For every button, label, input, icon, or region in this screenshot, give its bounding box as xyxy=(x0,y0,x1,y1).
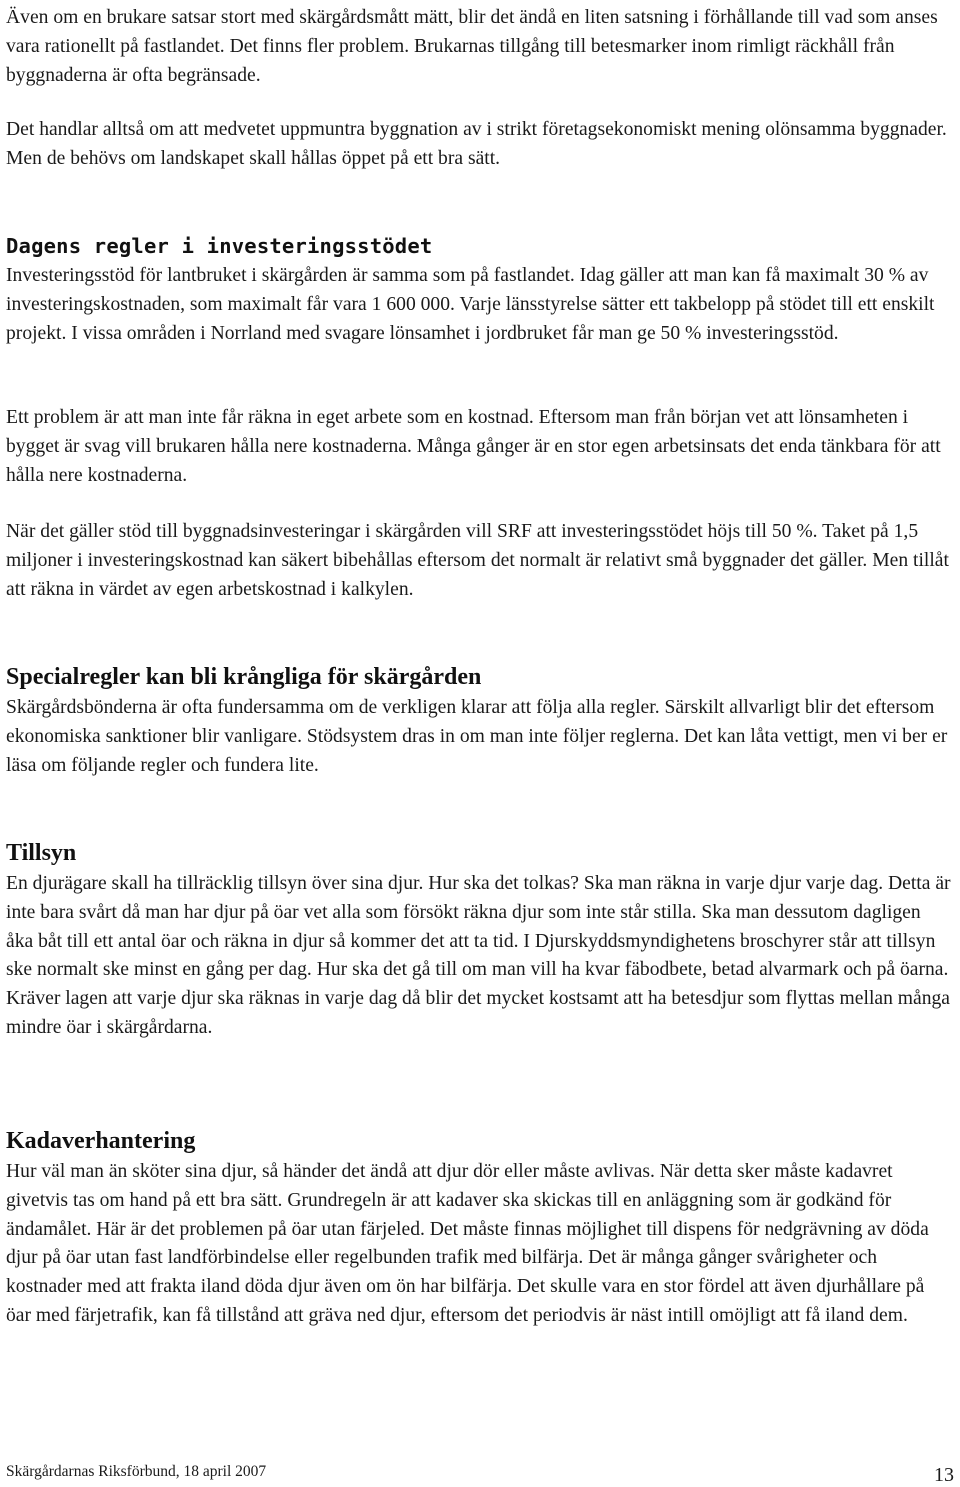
footer-source: Skärgårdarnas Riksförbund, 18 april 2007 xyxy=(6,1463,267,1480)
heading-dagens-regler: Dagens regler i investeringsstödet xyxy=(6,234,433,258)
heading-kadaverhantering: Kadaverhantering xyxy=(6,1128,196,1154)
page-number: 13 xyxy=(934,1464,954,1486)
paragraph-skargardsbonder: Skärgårdsbönderna är ofta fundersamma om de verkligen klarar att följa alla regler. Särskilt allvarligt blir det eftersom ekonomiska sanktioner blir vanligare. Stödsystem dras in om man inte följer reglerna. Det kan låta vettigt, men vi ber er läsa om följande regler och fundera lite. xyxy=(6,697,948,776)
heading-specialregler: Specialregler kan bli krångliga för skärgården xyxy=(6,664,482,690)
paragraph-intro: Även om en brukare satsar stort med skärgårdsmått mätt, blir det ändå en liten satsning i förhållande till vad som anses vara rationellt på fastlandet. Det finns fler problem. Brukarnas tillgång till betesmarker inom rimligt räckhåll från byggnaderna är ofta begränsade. xyxy=(6,7,938,86)
paragraph-kadaverhantering: Hur väl man än sköter sina djur, så händer det ändå att djur dör eller måste avlivas. När detta sker måste kadavret givetvis tas om hand på ett bra sätt. Grundregeln är att kadaver ska skickas till en anläggning som är godkänd för ändamålet. Här är det problemen på öar utan färjeled. Det måste finnas möjlighet till dispens för nedgrävning av döda djur på öar utan fast landförbindelse eller regelbunden trafik med bilfärja. Det är många gånger svårigheter och kostnader med att frakta iland döda djur även om ön har bilfärja. Det skulle vara en stor fördel att även djurhållare på öar med färjetrafik, kan få tillstånd att gräva ned djur, eftersom det periodvis är näst intill omöjligt att få iland dem. xyxy=(6,1161,929,1326)
paragraph-srf-forslag: När det gäller stöd till byggnadsinvesteringar i skärgården vill SRF att investeringsstödet höjs till 50 %. Taket på 1,5 miljoner i investeringskostnad kan säkert bibehållas eftersom det normalt är relativt små byggnader det gäller. Men tillåt att räkna in värdet av egen arbetskostnad i kalkylen. xyxy=(6,521,949,600)
heading-tillsyn: Tillsyn xyxy=(6,840,77,866)
paragraph-eget-arbete: Ett problem är att man inte får räkna in eget arbete som en kostnad. Eftersom man från början vet att lönsamheten i bygget är svag vill brukaren hålla nere kostnaderna. Många gånger är en stor egen arbetsinsats det enda tänkbara för att hålla nere kostnaderna. xyxy=(6,407,941,486)
paragraph-tillsyn: En djurägare skall ha tillräcklig tillsyn över sina djur. Hur ska det tolkas? Ska man räkna in varje djur varje dag. Detta är inte bara svårt då man har djur på öar vet alla som försökt räkna djur som inte står stilla. Ska man dessutom dagligen åka båt till ett antal öar och räkna in djur så kommer det att ta tid. I Djurskyddsmyndighetens broschyrer står att tillsyn ske normalt ske minst en gång per dag. Hur ska det gå till om man vill ha kvar fäbodbete, betad alvarmark och på öarna. Kräver lagen att varje djur ska räknas in varje dag då blir det mycket kostsamt att ha betesdjur som flyttas mellan många mindre öar i skärgårdarna. xyxy=(6,873,951,1038)
paragraph-investeringsstod: Investeringsstöd för lantbruket i skärgården är samma som på fastlandet. Idag gäller att man kan få maximalt 30 % av investeringskostnaden, som maximalt får vara 1 600 000. Varje länsstyrelse sätter ett takbelopp på stödet till ett enskilt projekt. I vissa områden i Norrland med svagare lönsamhet i jordbruket får man ge 50 % investeringsstöd. xyxy=(6,265,935,344)
paragraph-byggnation: Det handlar alltså om att medvetet uppmuntra byggnation av i strikt företagsekonomiskt mening olönsamma byggnader. Men de behövs om landskapet skall hållas öppet på ett bra sätt. xyxy=(6,119,947,169)
